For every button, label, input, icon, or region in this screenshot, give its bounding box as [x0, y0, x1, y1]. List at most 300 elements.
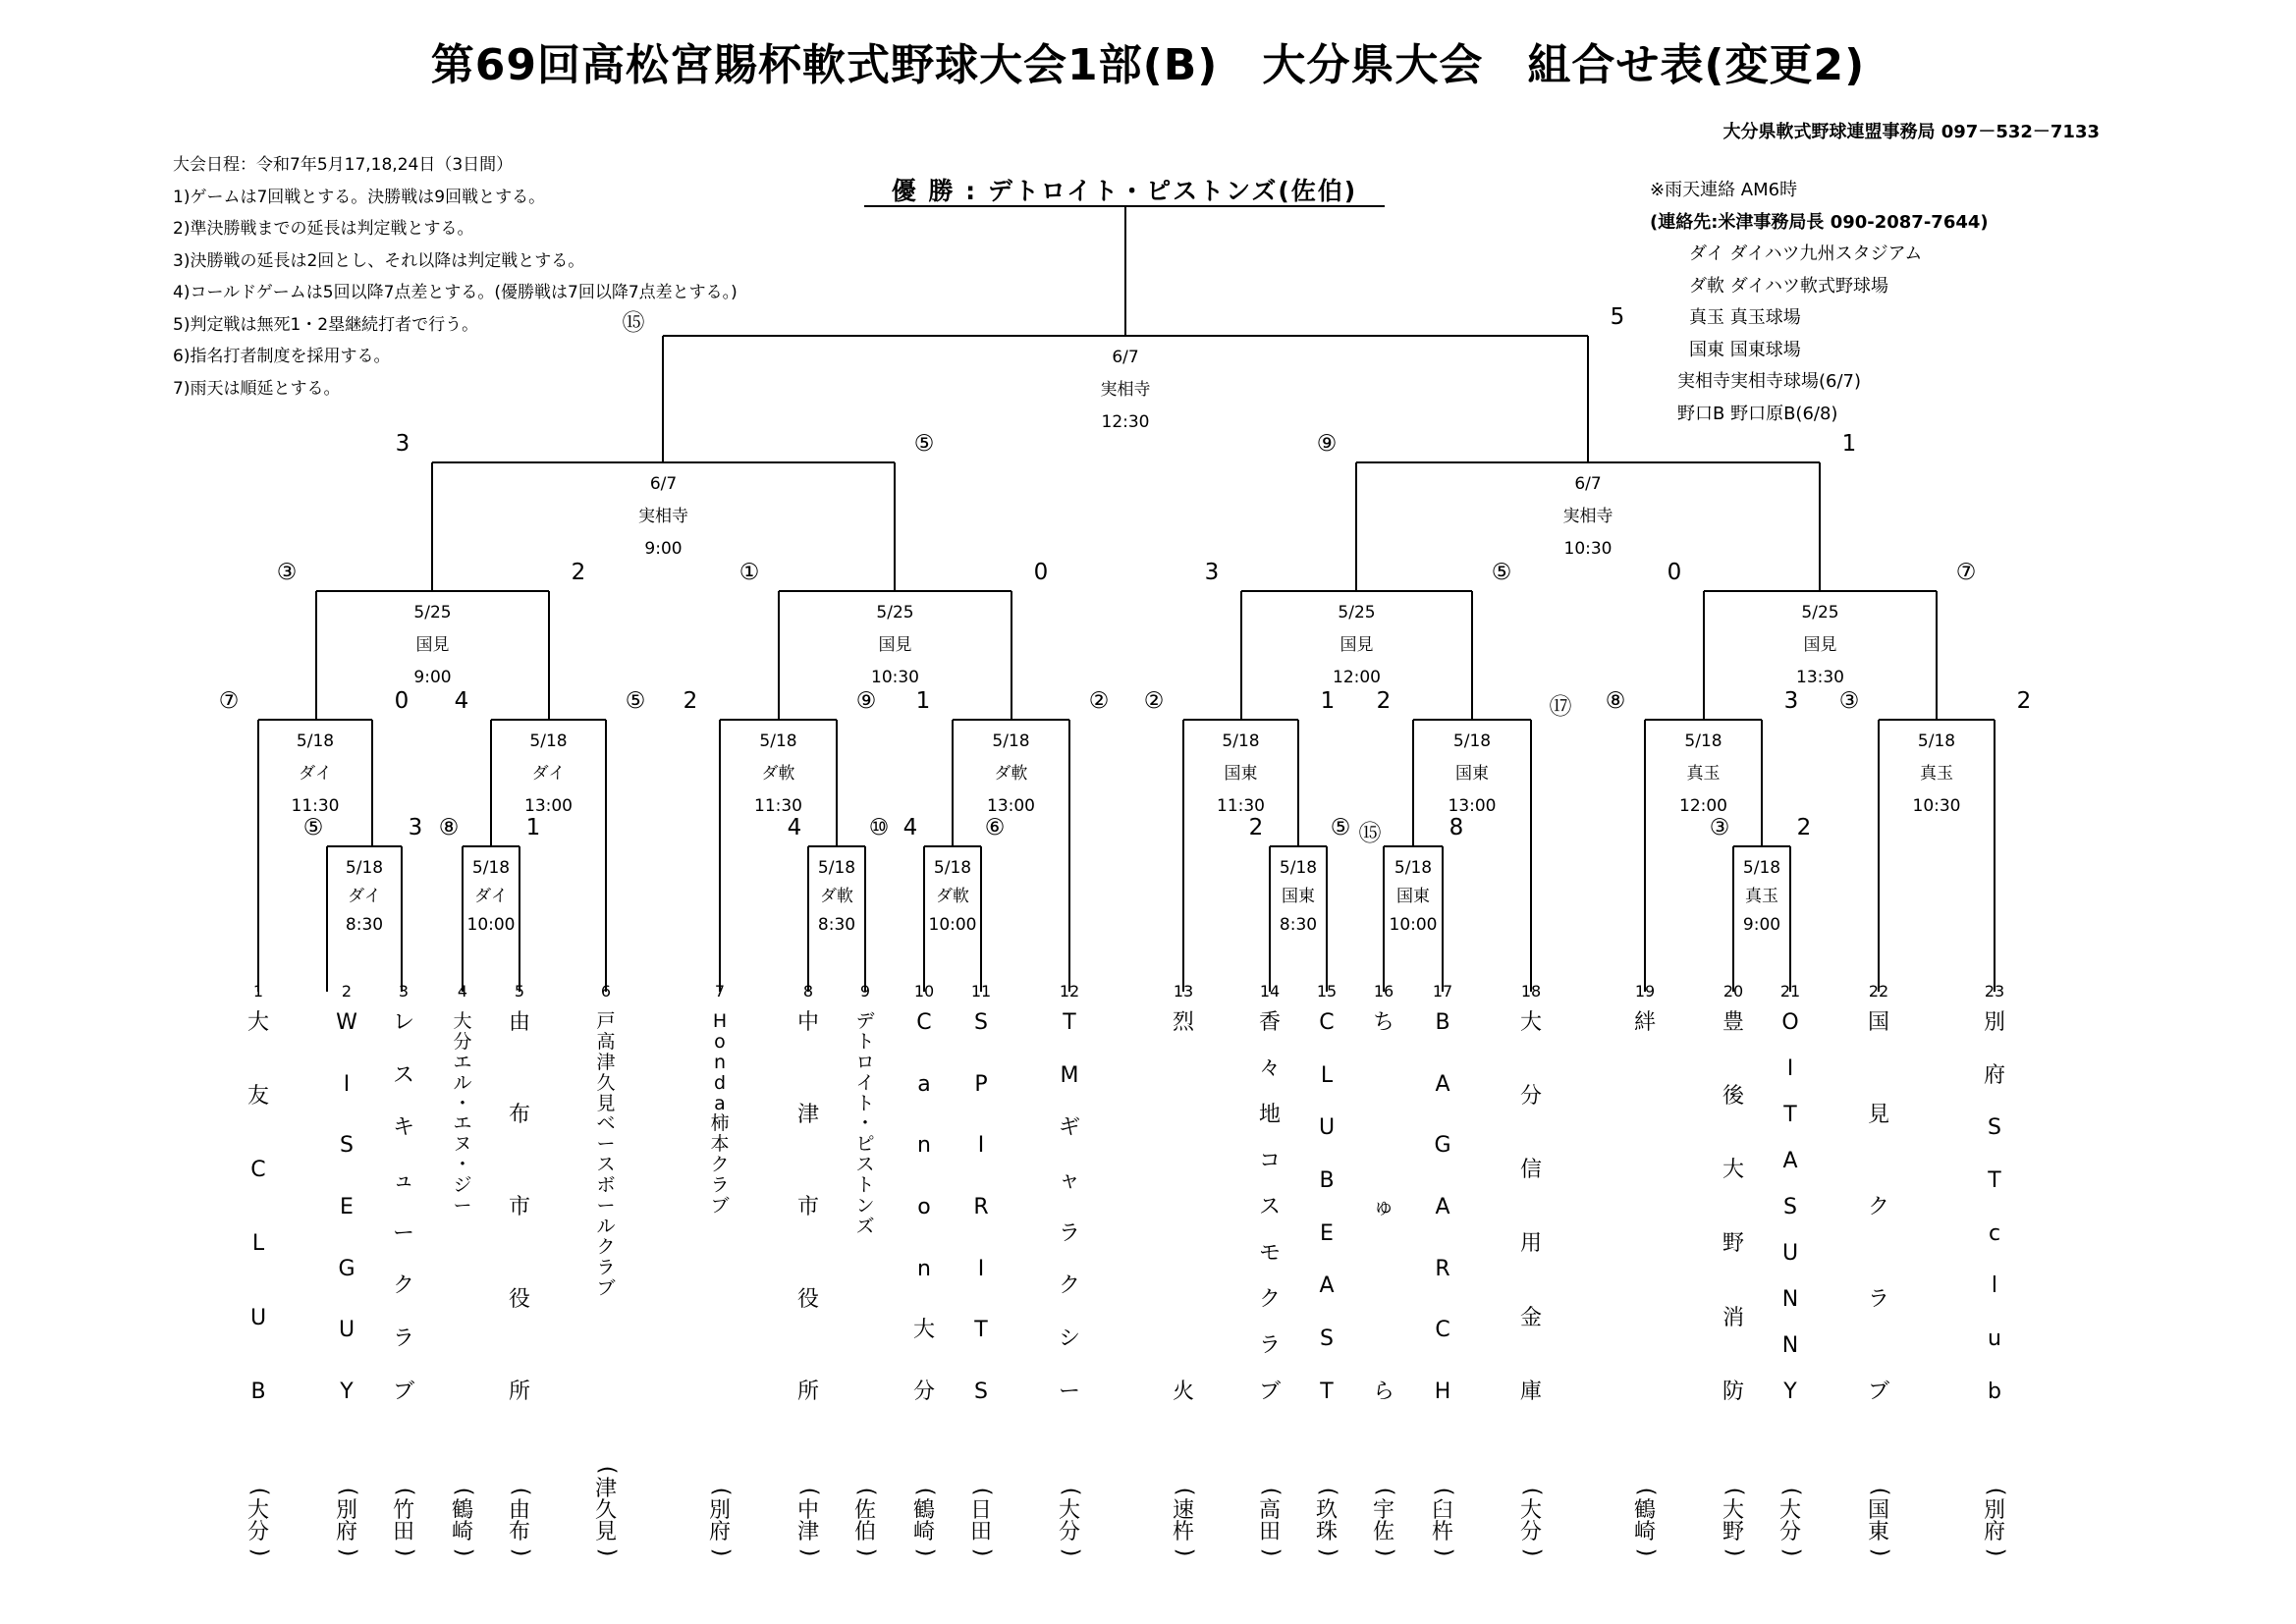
team-name-char: S [974, 1379, 988, 1404]
score-right: ⑩ [868, 815, 890, 840]
team-name-vertical [443, 1011, 482, 1561]
team-region-char: 杵 [1172, 1520, 1194, 1544]
team-region-char: 鶴 [912, 1498, 935, 1523]
team-name-char: 庫 [1519, 1379, 1542, 1404]
team-name-char: ュ [392, 1168, 414, 1194]
team-name-char: n [713, 1051, 727, 1073]
team-name-char: O [1781, 1010, 1799, 1035]
match-time: 8:30 [817, 915, 856, 935]
team-region-char: 佐 [1372, 1520, 1394, 1544]
team-name-char: ー [1058, 1379, 1080, 1404]
team-name-char: 大 [912, 1318, 935, 1343]
rule-line: 5)判定戦は無死1・2塁継続打者で行う。 [173, 314, 479, 335]
team-name-char: ク [1867, 1194, 1889, 1219]
team-name-char: ピ [855, 1133, 875, 1156]
team-region-char: ) [1430, 1547, 1455, 1557]
team-name-char: 大 [1519, 1010, 1542, 1035]
venue-legend-item: ダ軟 ダイハツ軟式野球場 [1689, 275, 1889, 297]
team-name-char: ク [392, 1273, 414, 1299]
team-name-vertical [500, 1011, 539, 1561]
team-region-char: 中 [796, 1498, 819, 1523]
team-region-char: ( [1430, 1487, 1455, 1496]
team-name-char: E [340, 1194, 354, 1219]
team-region-char: 崎 [1633, 1520, 1656, 1544]
team-name-char: ラ [1258, 1332, 1281, 1358]
champion-banner: 優 勝 : デトロイト・ピストンズ(佐伯) [891, 177, 1358, 205]
team-name-char: U [1318, 1115, 1336, 1141]
team-number: 6 [600, 982, 612, 1001]
team-name-char: 後 [1722, 1084, 1744, 1110]
team-name-char: I [977, 1256, 985, 1281]
match-time: 13:00 [524, 796, 573, 816]
team-name-char: キ [392, 1115, 414, 1141]
match-date: 5/18 [345, 858, 384, 878]
team-number: 13 [1173, 982, 1194, 1001]
team-name-char: ジ [453, 1174, 472, 1197]
team-name-char: 役 [796, 1286, 819, 1312]
score-left: 3 [395, 431, 410, 457]
team-region-char: ( [968, 1487, 994, 1496]
team-name-char: 本 [710, 1133, 730, 1156]
team-name-char: N [1781, 1286, 1799, 1312]
match-time: 9:00 [1742, 915, 1781, 935]
team-name-char: P [974, 1071, 988, 1097]
team-name-char: ラ [1058, 1220, 1080, 1246]
score-left: 4 [902, 815, 918, 840]
team-name-char: ブ [392, 1379, 414, 1404]
team-name-char: 金 [1519, 1305, 1542, 1330]
team-name-char: ボ [596, 1174, 616, 1197]
team-name-char: R [1435, 1256, 1450, 1281]
team-name-char: T [1783, 1102, 1797, 1127]
team-region-char: ) [450, 1547, 475, 1557]
team-name-char: 豊 [1722, 1010, 1744, 1035]
team-region-char: 津 [594, 1477, 617, 1501]
team-name-char: G [338, 1256, 355, 1281]
team-name-char: ク [710, 1154, 730, 1176]
rule-line: 1)ゲームは7回戦とする。決勝戦は9回戦とする。 [173, 187, 546, 207]
match-venue: ダ軟 [936, 887, 969, 906]
team-name-char: ク [596, 1235, 616, 1258]
score-left: ⑤ [302, 815, 324, 840]
team-name-char: E [1320, 1220, 1334, 1246]
match-time: 12:00 [1333, 668, 1381, 687]
match-time: 10:00 [928, 915, 977, 935]
team-name-vertical [1625, 1011, 1665, 1561]
team-name-char: 高 [596, 1030, 616, 1053]
team-name-char: n [917, 1133, 931, 1159]
score-left: 2 [1376, 688, 1392, 714]
team-name-char: o [917, 1194, 931, 1219]
team-name-char: ラ [596, 1256, 616, 1278]
team-region-char: ( [1721, 1487, 1746, 1496]
match-time: 9:00 [413, 668, 452, 687]
team-name-char: N [1781, 1332, 1799, 1358]
team-name-char: C [250, 1158, 266, 1183]
team-name-char: レ [392, 1010, 414, 1035]
team-name-char: Y [1783, 1379, 1797, 1404]
team-name-char: C [916, 1010, 932, 1035]
match-time: 13:00 [1448, 796, 1497, 816]
team-region-char: ( [450, 1487, 475, 1496]
match-venue: 国見 [1339, 635, 1374, 655]
match-venue: 国東 [1396, 887, 1430, 906]
team-name-char: ャ [1058, 1168, 1080, 1194]
team-name-char: n [917, 1256, 931, 1281]
team-number: 21 [1779, 982, 1801, 1001]
score-left: ⑨ [1316, 431, 1338, 457]
team-name-char: ブ [1258, 1379, 1281, 1404]
team-name-char: L [1320, 1062, 1334, 1088]
team-name-char: 絆 [1633, 1010, 1656, 1035]
match-date: 5/18 [817, 858, 856, 878]
score-right: ⑥ [984, 815, 1006, 840]
team-number: 5 [514, 982, 525, 1001]
team-region-char: 崎 [451, 1520, 473, 1544]
rule-line: 7)雨天は順延とする。 [173, 378, 341, 399]
score-left: ① [738, 560, 760, 585]
team-name-char: ギ [1058, 1115, 1080, 1141]
team-region-char: 由 [508, 1498, 530, 1523]
venue-legend-item: 国東 国東球場 [1689, 339, 1801, 360]
match-date: 5/18 [759, 731, 797, 751]
team-name-char: ら [1372, 1379, 1394, 1404]
team-name-char: S [974, 1010, 988, 1035]
team-region-char: ) [968, 1547, 994, 1557]
score-right: 2 [2016, 688, 2032, 714]
match-time: 10:00 [1389, 915, 1438, 935]
team-number: 19 [1634, 982, 1656, 1001]
team-name-char: b [1988, 1379, 2001, 1404]
team-number: 4 [457, 982, 468, 1001]
team-region-char: ) [507, 1547, 532, 1557]
team-region-char: 田 [392, 1520, 414, 1544]
team-name-char: 用 [1519, 1231, 1542, 1257]
score-right: ⑰ [1549, 694, 1572, 720]
team-name-char: 市 [508, 1194, 530, 1219]
match-venue: 真玉 [1920, 764, 1953, 784]
team-name-char: ル [453, 1071, 472, 1094]
team-number: 3 [398, 982, 410, 1001]
team-name-char: 大 [453, 1010, 472, 1032]
team-name-char: o [714, 1030, 726, 1053]
match-venue: ダ軟 [761, 764, 795, 784]
team-name-char: 分 [453, 1030, 472, 1053]
match-time: 11:30 [754, 796, 802, 816]
team-name-vertical [239, 1011, 278, 1561]
team-number: 9 [859, 982, 871, 1001]
team-name-char: H [1434, 1379, 1451, 1404]
score-right: 3 [1783, 688, 1799, 714]
team-name-char: ・ [453, 1154, 472, 1176]
team-name-char: G [1434, 1133, 1451, 1159]
team-name-char: S [1320, 1326, 1334, 1352]
team-name-vertical [1859, 1011, 1898, 1561]
match-date: 5/18 [1279, 858, 1318, 878]
team-region-char: ) [1371, 1547, 1396, 1557]
team-name-char: デ [855, 1010, 875, 1032]
score-right: 3 [408, 815, 423, 840]
match-venue: 国東 [1455, 764, 1489, 784]
team-name-char: 信 [1519, 1158, 1542, 1183]
match-date: 5/18 [471, 858, 511, 878]
score-left: 0 [1667, 560, 1682, 585]
team-name-vertical [904, 1011, 944, 1561]
match-date: 5/18 [1684, 731, 1722, 751]
match-date: 5/18 [296, 731, 335, 751]
match-venue: ダ軟 [994, 764, 1028, 784]
team-region-char: ( [1777, 1487, 1803, 1496]
team-name-char: 久 [596, 1071, 616, 1094]
score-left: 1 [915, 688, 931, 714]
team-name-vertical [961, 1011, 1001, 1561]
score-left: ③ [1838, 688, 1860, 714]
team-name-char: 分 [1519, 1084, 1542, 1110]
team-name-char: ス [596, 1154, 616, 1176]
team-name-char: ロ [855, 1051, 875, 1073]
team-name-char: ル [596, 1215, 616, 1237]
team-number: 7 [714, 982, 726, 1001]
team-name-char: 火 [1172, 1379, 1194, 1404]
team-name-char: A [1435, 1194, 1450, 1219]
team-name-char: A [1435, 1071, 1450, 1097]
match-time: 13:00 [987, 796, 1035, 816]
match-time: 11:30 [291, 796, 340, 816]
team-region-char: ( [1314, 1487, 1339, 1496]
team-region-char: 田 [1258, 1520, 1281, 1544]
team-name-char: d [713, 1071, 727, 1094]
team-region-char: 分 [1519, 1520, 1542, 1544]
score-right: 1 [1841, 431, 1857, 457]
team-region-char: ( [1257, 1487, 1283, 1496]
team-name-char: ヌ [453, 1133, 472, 1156]
team-name-char: モ [1258, 1240, 1281, 1266]
team-number: 2 [341, 982, 353, 1001]
team-name-char: T [1063, 1010, 1076, 1035]
team-name-char: ブ [1867, 1379, 1889, 1404]
match-time: 12:00 [1679, 796, 1727, 816]
team-name-vertical [1250, 1011, 1289, 1561]
team-name-char: 津 [596, 1051, 616, 1073]
match-time: 10:30 [871, 668, 919, 687]
team-region-char: ( [593, 1465, 619, 1475]
team-name-char: C [1319, 1010, 1335, 1035]
team-name-char: L [251, 1231, 265, 1257]
team-region-char: 伯 [853, 1520, 876, 1544]
team-region-char: ( [507, 1487, 532, 1496]
match-venue: 国見 [1803, 635, 1837, 655]
team-region-char: ( [1171, 1487, 1196, 1496]
rule-line: 大会日程：令和7年5月17,18,24日（3日間） [173, 155, 514, 175]
team-region-char: ) [1257, 1547, 1283, 1557]
team-name-char: A [1782, 1148, 1798, 1173]
team-name-char: ち [1372, 1010, 1394, 1035]
match-time: 8:30 [345, 915, 384, 935]
team-name-char: シ [1058, 1326, 1080, 1352]
team-region-char: ( [795, 1487, 821, 1496]
team-region-char: 臼 [1431, 1498, 1453, 1523]
team-name-vertical [1511, 1011, 1551, 1561]
team-name-char: ー [392, 1220, 414, 1246]
team-name-char: 野 [1722, 1231, 1744, 1257]
team-region-char: 珠 [1315, 1520, 1338, 1544]
team-name-vertical [1714, 1011, 1753, 1561]
team-name-char: B [1435, 1010, 1450, 1035]
team-name-vertical [700, 1011, 739, 1561]
team-region-char: 別 [708, 1498, 731, 1523]
match-date: 5/25 [413, 603, 452, 623]
team-name-char: B [250, 1379, 266, 1404]
team-region-char: 国 [1867, 1498, 1889, 1523]
team-region-char: 別 [1983, 1498, 2005, 1523]
match-time: 10:30 [1563, 539, 1613, 559]
team-region-char: 竹 [392, 1498, 414, 1523]
team-region-char: 崎 [912, 1520, 935, 1544]
team-name-char: ト [855, 1030, 875, 1053]
team-name-char: a [714, 1092, 726, 1114]
team-name-char: 防 [1722, 1379, 1744, 1404]
match-venue: 国東 [1224, 764, 1258, 784]
team-name-char: 香 [1258, 1010, 1281, 1035]
team-region-char: ( [246, 1487, 271, 1496]
match-time: 8:30 [1279, 915, 1318, 935]
page-title: 第69回高松宮賜杯軟式野球大会1部(B) 大分県大会 組合せ表(変更2) [430, 40, 1866, 90]
team-name-vertical [789, 1011, 828, 1561]
team-number: 12 [1059, 982, 1080, 1001]
team-name-char: ト [855, 1174, 875, 1197]
team-region-char: ( [911, 1487, 937, 1496]
team-region-char: 高 [1258, 1498, 1281, 1523]
team-name-char: ン [855, 1195, 875, 1218]
rule-line: 3)決勝戦の延長は2回とし、それ以降は判定戦とする。 [173, 250, 585, 271]
team-name-char: Y [340, 1379, 354, 1404]
match-date: 5/18 [1452, 731, 1492, 751]
team-name-char: T [974, 1318, 988, 1343]
score-right: 1 [525, 815, 541, 840]
rule-line: 2)準決勝戦までの延長は判定戦とする。 [173, 219, 474, 239]
team-name-char: 役 [508, 1286, 530, 1312]
match-venue: 実相寺 [638, 507, 688, 526]
team-region-char: ) [1777, 1547, 1803, 1557]
match-venue: ダイ [348, 887, 381, 906]
team-name-char: I [977, 1133, 985, 1159]
team-name-char: u [1988, 1326, 2001, 1352]
team-name-char: 戸 [596, 1010, 616, 1032]
venue-legend-item: 野口B 野口原B(6/8) [1677, 403, 1838, 424]
team-name-char: ー [596, 1195, 616, 1218]
team-region-char: 大 [1519, 1498, 1542, 1523]
match-date: 5/18 [529, 731, 568, 751]
match-date: 6/7 [1112, 348, 1139, 367]
office-contact: 大分県軟式野球連盟事務局 097－532－7133 [1722, 122, 2100, 142]
match-date: 5/18 [1394, 858, 1433, 878]
team-region-char: 分 [1778, 1520, 1801, 1544]
team-name-char: 見 [1867, 1102, 1889, 1127]
team-region-char: 大 [1778, 1498, 1801, 1523]
team-name-char: 柿 [710, 1112, 730, 1135]
team-name-char: 市 [796, 1194, 819, 1219]
score-left: ⑧ [438, 815, 460, 840]
team-name-char: ゅ [1372, 1194, 1394, 1219]
team-name-char: 所 [508, 1379, 530, 1404]
match-venue: ダイ [531, 764, 566, 784]
team-region-char: 見 [594, 1520, 617, 1544]
team-name-char: エ [453, 1051, 472, 1073]
team-name-char: ラ [1867, 1286, 1889, 1312]
match-time: 13:30 [1796, 668, 1844, 687]
team-name-char: 友 [246, 1084, 269, 1110]
team-name-char: ス [1258, 1194, 1281, 1219]
team-name-char: S [1783, 1194, 1797, 1219]
match-venue: 実相寺 [1562, 507, 1613, 526]
team-number: 8 [802, 982, 814, 1001]
score-right: ⑤ [913, 431, 935, 457]
team-name-char: 由 [508, 1010, 530, 1035]
team-region-char: 野 [1722, 1520, 1744, 1544]
team-region-char: 杵 [1431, 1520, 1453, 1544]
team-region-char: 府 [1983, 1520, 2005, 1544]
team-region-char: 府 [335, 1520, 357, 1544]
score-left: 3 [1204, 560, 1220, 585]
match-venue: ダイ [474, 887, 508, 906]
score-right: 0 [1033, 560, 1049, 585]
team-region-char: 大 [1058, 1498, 1080, 1523]
score-left: ② [1143, 688, 1165, 714]
match-time: 10:30 [1912, 796, 1961, 816]
team-name-vertical [846, 1011, 885, 1561]
team-number: 1 [252, 982, 264, 1001]
team-region-char: ) [852, 1547, 878, 1557]
team-name-vertical [586, 1011, 626, 1561]
match-venue: 国見 [878, 635, 912, 655]
match-venue: 国見 [415, 635, 450, 655]
match-date: 6/7 [649, 474, 678, 494]
match-date: 5/18 [933, 858, 972, 878]
team-region-char: ( [1866, 1487, 1891, 1496]
rain-notice: ※雨天連絡 AM6時 [1650, 180, 1798, 200]
score-left: ⑮ [1358, 821, 1382, 846]
match-venue: ダイ [299, 764, 332, 784]
team-region-char: 津 [796, 1520, 819, 1544]
team-name-char: 大 [246, 1010, 269, 1035]
team-name-char: 津 [796, 1102, 819, 1127]
team-name-char: ス [855, 1154, 875, 1176]
match-date: 5/25 [876, 603, 914, 623]
team-region-char: 大 [246, 1498, 269, 1523]
team-region-char: ( [391, 1487, 416, 1496]
match-time: 12:30 [1101, 412, 1150, 432]
score-right: 2 [571, 560, 586, 585]
team-name-char: ・ [453, 1092, 472, 1114]
team-name-vertical [1050, 1011, 1089, 1561]
team-region-char: 久 [594, 1498, 617, 1523]
match-venue: ダ軟 [820, 887, 853, 906]
score-left: 4 [454, 688, 469, 714]
team-region-char: 分 [1058, 1520, 1080, 1544]
team-region-char: 宇 [1372, 1498, 1394, 1523]
match-venue: 真玉 [1686, 764, 1721, 784]
team-name-char: H [712, 1010, 728, 1032]
team-name-char: イ [855, 1071, 875, 1094]
team-name-vertical [1975, 1011, 2014, 1561]
team-name-char: T [1320, 1379, 1334, 1404]
team-name-char: 所 [796, 1379, 819, 1404]
team-name-vertical [327, 1011, 366, 1561]
team-name-char: l [1991, 1273, 1998, 1299]
team-name-char: ズ [855, 1215, 875, 1237]
rule-line: 6)指名打者制度を採用する。 [173, 347, 391, 366]
team-name-char: U [1781, 1240, 1799, 1266]
